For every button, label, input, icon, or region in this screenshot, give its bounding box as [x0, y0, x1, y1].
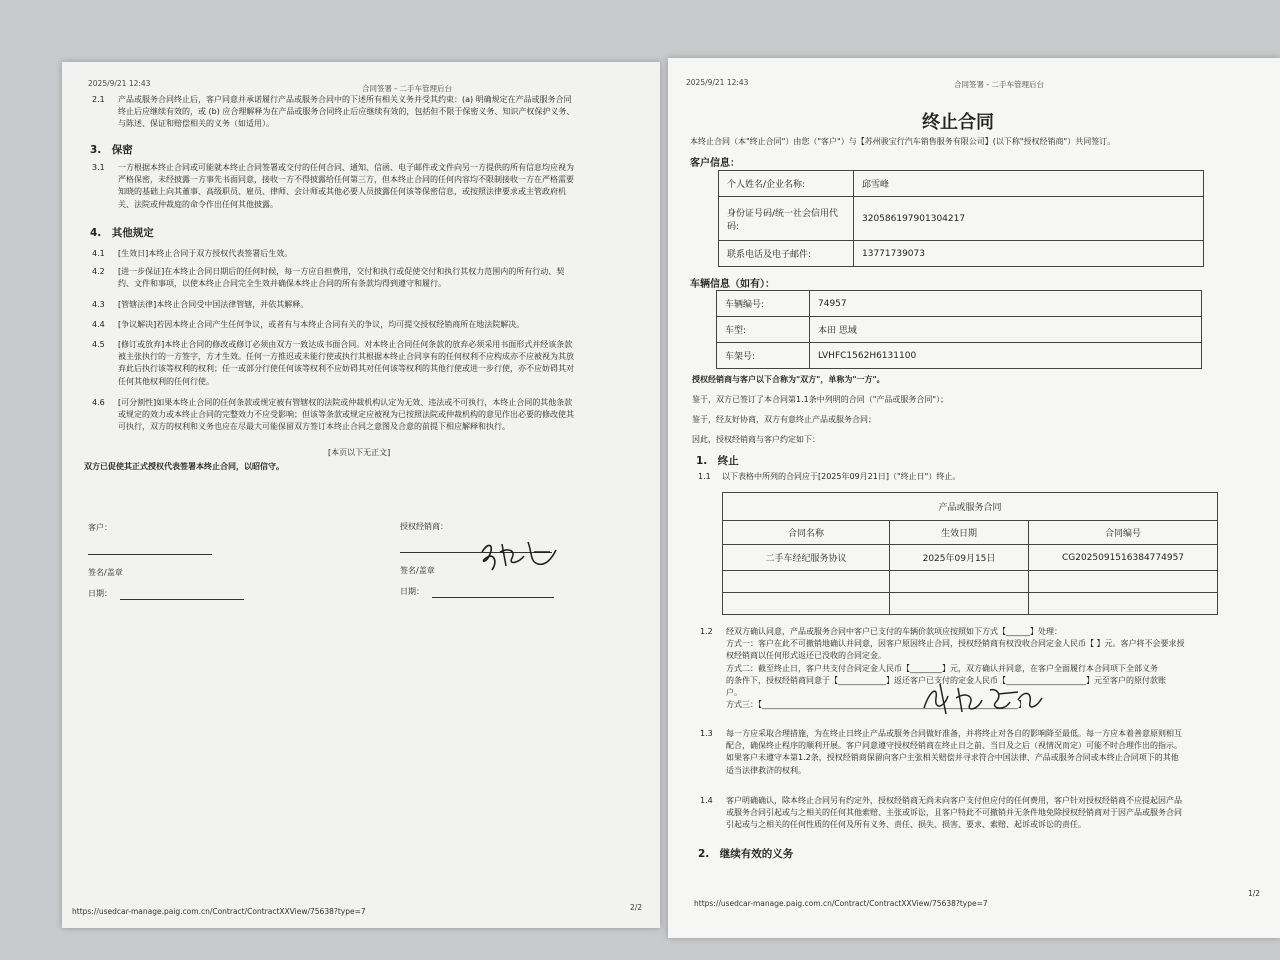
clause-line: 引起或与之相关的任何性质的任何及所有义务、责任、损失、损害、要求、索赔、起诉或诉讼的责任。 [726, 820, 1086, 830]
clause-line: 配合，确保终止程序的顺利开展。客户同意遵守授权经销商在终止日之前、当日及之后（视情况而定）可能不时合理作出的指示。 [726, 741, 1182, 751]
page-number: 1/2 [1248, 889, 1261, 898]
table-row [719, 197, 1204, 241]
clause-line: [争议解决]若因本终止合同产生任何争议，或者有与本终止合同有关的争议，均可提交授权经销商所在地法院解决。 [118, 320, 525, 329]
table-row [723, 593, 1218, 615]
footer-url: https://usedcar-manage.paig.com.cn/Contract/ContractXXView/75638?type=7 [694, 899, 988, 908]
clause-line: 或服务合同引起或与之相关的任何其他索赔、主张或诉讼，且客户特此不可撤销并无条件地免除授权经销商对于因产品或服务合同 [726, 808, 1182, 818]
clause-line: 经双方确认同意，产品或服务合同中客户已支付的车辆价款项应按照如下方式【______】处理： [726, 627, 1062, 636]
whereas-2: 鉴于，经友好协商，双方有意终止产品或服务合同； [692, 415, 876, 424]
table-cell [723, 593, 890, 615]
clause-line: [可分割性]如果本终止合同的任何条款或规定被有管辖权的法院或仲裁机构认定为无效、违法或不可执行，本终止合同的其他条款 [118, 398, 573, 407]
clause-1-1-text: 以下表格中所列的合同应于[2025年09月21日]（"终止日"）终止。 [722, 472, 961, 481]
clause-line: 适当法律救济的权利。 [726, 765, 806, 775]
contract-title: 终止合同 [922, 112, 994, 133]
clause-line: 客户明确确认，除本终止合同另有约定外，授权经销商无尚未向客户支付但应付的任何费用，客户针对授权经销商不应提起因产品 [726, 796, 1182, 805]
section-2-title: 2. 继续有效的义务 [698, 848, 794, 860]
column-header: 合同编号 [1029, 521, 1218, 545]
table-caption-row [723, 493, 1218, 521]
clause-number: 4.2 [92, 267, 105, 276]
intro-paragraph: 本终止合同（本"终止合同"）由您（"客户"）与【苏州骏宝行汽车销售服务有限公司】(以下称"授权经销商"）共同签订。 [690, 137, 1116, 146]
customer-handwritten-signature [918, 678, 1048, 718]
table-cell [890, 593, 1029, 615]
table-header-row [723, 521, 1218, 545]
section-3-title: 3. 保密 [90, 144, 133, 156]
clause-line: 被主张执行的一方签字，方才生效。任何一方推迟或未能行使或执行其根据本终止合同享有的任何权利不应构成亦不应被视为其放 [118, 352, 574, 362]
print-date: 2025/9/21 12:43 [686, 78, 749, 87]
witness-statement: 双方已促使其正式授权代表签署本终止合同，以昭信守。 [84, 462, 284, 471]
customer-date-line [120, 599, 244, 600]
contract-table [722, 492, 1218, 615]
print-date: 2025/9/21 12:43 [88, 79, 151, 88]
table-row [717, 291, 1202, 317]
table-cell: CG2025091516384774957 [1029, 545, 1218, 571]
clause-line: 方式三：【________________________________________________________________】 [726, 700, 1026, 710]
field-value: 13771739073 [854, 241, 1204, 267]
clause-line: [修订或放弃]本终止合同的修改或修订必须由双方一致达成书面合同。对本终止合同任何条款的放弃必须采用书面形式并经该条款 [118, 340, 573, 349]
clause-number: 4.4 [92, 320, 105, 329]
vehicle-info-label: 车辆信息（如有）： [690, 279, 775, 290]
clause-number: 2.1 [92, 95, 105, 104]
field-value: 320586197901304217 [854, 197, 1204, 241]
clause-number: 3.1 [92, 163, 105, 172]
clause-line: 终止后应继续有效的，或 (b) 应合理解释为在产品或服务合同终止后应继续有效的，包括但不限于保密义务、知识产权保护义务、 [118, 107, 575, 117]
print-header-title: 合同签署 - 二手车管理后台 [362, 84, 452, 93]
table-cell [1029, 593, 1218, 615]
below-blank-note: [本页以下无正文] [328, 448, 391, 457]
clause-number: 1.3 [700, 729, 713, 738]
clause-line: 约、文件和事项，以使本终止合同完全生效并确保本终止合同的所有条款均得到遵守和履行。 [118, 279, 446, 289]
field-label: 车辆编号: [717, 291, 810, 317]
clause-line: [进一步保证]在本终止合同日期后的任何时候，每一方应自担费用，交付和执行或促使交付和执行其权力范围内的所有行动、契 [118, 267, 565, 276]
field-value: 本田 思域 [810, 317, 1202, 343]
table-row [719, 241, 1204, 267]
clause-line: 关、法院或仲裁庭的命令作出任何其他披露。 [118, 199, 278, 209]
clause-line: 如果客户未遵守本第1.2条，授权经销商保留向客户主张相关赔偿并寻求符合中国法律、产品或服务合同或本终止合同项下的其他 [726, 753, 1179, 763]
table-caption: 产品或服务合同 [723, 493, 1218, 521]
field-value: LVHFC1562H6131100 [810, 343, 1202, 369]
field-value: 邱雪峰 [854, 171, 1204, 197]
table-row [717, 317, 1202, 343]
section-4-title: 4. 其他规定 [90, 227, 154, 239]
field-label: 车型: [717, 317, 810, 343]
dealer-date-label: 日期： [400, 587, 424, 596]
dealer-date-line [432, 597, 554, 598]
clause-line: 严格保密，未经披露一方事先书面同意，接收一方不得披露给任何第三方，但本终止合同的任何内容均不限制接收一方在严格需要 [118, 175, 574, 185]
table-cell [890, 571, 1029, 593]
clause-line: 方式一：客户在此不可撤销地确认并同意，因客户原因终止合同，授权经销商有权没收合同定金人民币【 】元。客户将不会要求授 [726, 639, 1185, 649]
clause-line: 方式二：截至终止日，客户共支付合同定金人民币【________】元，双方确认并同意，在客户全面履行本合同项下全部义务 [726, 663, 1158, 673]
footer-url: https://usedcar-manage.paig.com.cn/Contract/ContractXXView/75638?type=7 [72, 907, 366, 916]
dealer-label: 授权经销商： [400, 522, 448, 531]
table-cell: 2025年09月15日 [890, 545, 1029, 571]
clause-line: 每一方应采取合理措施，为在终止日终止产品或服务合同做好准备，并将终止对各自的影响降至最低。每一方应本着善意原则相互 [726, 729, 1182, 738]
table-cell [723, 571, 890, 593]
section-1-title: 1. 终止 [696, 455, 739, 467]
customer-name-line [88, 554, 212, 555]
clause-line: 弃此后执行该等权利的权利；任一或部分行使任何该等权利不应妨碍其对任何该等权利的其他行使或进一步行使，亦不应妨碍其对 [118, 364, 574, 374]
clause-line: [生效日]本终止合同于双方授权代表签署后生效。 [118, 249, 293, 258]
customer-info-label: 客户信息： [690, 158, 740, 169]
vehicle-info-table [716, 290, 1202, 369]
clause-line: 或规定的效力或本终止合同的完整效力不应受影响；但该等条款或规定应被视为已按照法院或仲裁机构的意见作出必要的修改使其 [118, 410, 574, 420]
table-row [717, 343, 1202, 369]
therefore: 因此，授权经销商与客户约定如下： [692, 435, 820, 444]
field-label: 身份证号码/统一社会信用代码: [719, 197, 854, 241]
clause-number: 1.4 [700, 796, 713, 805]
customer-date-label: 日期： [88, 589, 112, 598]
clause-number: 1.2 [700, 627, 713, 636]
dealer-signature [472, 532, 562, 576]
field-label: 联系电话及电子邮件: [719, 241, 854, 267]
clause-number: 4.6 [92, 398, 105, 407]
clause-line: 可执行，双方的权利和义务也应在尽最大可能保留双方签订本终止合同之意图及合意的前提下相应解释和执行。 [118, 422, 510, 432]
table-row [719, 171, 1204, 197]
column-header: 合同名称 [723, 521, 890, 545]
table-row [723, 545, 1218, 571]
clause-line: 与陈述、保证和赔偿相关的义务（如适用）。 [118, 119, 274, 129]
dealer-sign-label: 签名/盖章 [400, 566, 435, 575]
clause-line: 的条件下，授权经销商同意于【____________】返还客户已支付的定金人民币【____________________】元至客户的原付款账 [726, 675, 1166, 685]
clause-line: 知晓的基础上向其董事、高级职员、雇员、律师、会计师或其他必要人员披露任何该等保密信息，或按照法律要求或主管政府机 [118, 187, 566, 197]
field-label: 个人姓名/企业名称: [719, 171, 854, 197]
clause-line: [管辖法律]本终止合同受中国法律管辖，并依其解释。 [118, 300, 309, 309]
print-header-title: 合同签署 - 二手车管理后台 [954, 80, 1044, 89]
clause-line: 户。 [726, 688, 742, 698]
field-label: 车架号: [717, 343, 810, 369]
clause-line: 权经销商以任何形式返还已没收的合同定金。 [726, 651, 886, 661]
clause-number: 4.5 [92, 340, 105, 349]
clause-line: 一方根据本终止合同或可能就本终止合同签署或交付的任何合同、通知、信函、电子邮件或文件向另一方提供的所有信息均应视为 [118, 163, 574, 172]
customer-sign-label: 签名/盖章 [88, 568, 123, 577]
clause-number: 4.1 [92, 249, 105, 258]
column-header: 生效日期 [890, 521, 1029, 545]
field-value: 74957 [810, 291, 1202, 317]
whereas-1: 鉴于，双方已签订了本合同第1.1条中列明的合同（"产品或服务合同"）； [692, 395, 949, 404]
clause-line: 任何其他权利的任何行使。 [118, 376, 214, 386]
customer-info-table [718, 170, 1204, 267]
clause-line: 产品或服务合同终止后，客户同意并承诺履行产品或服务合同中的下述所有相关义务并受其约束：(a) 明确规定在产品或服务合同 [118, 95, 572, 104]
table-row [723, 571, 1218, 593]
clause-1-1-number: 1.1 [698, 472, 711, 481]
clause-number: 4.3 [92, 300, 105, 309]
customer-label: 客户： [88, 523, 112, 532]
contract-page-2 [62, 62, 660, 928]
page-number: 2/2 [630, 903, 643, 912]
parties-definition: 授权经销商与客户以下合称为"双方"，单称为"一方"。 [692, 375, 885, 384]
table-cell [1029, 571, 1218, 593]
table-cell: 二手车经纪服务协议 [723, 545, 890, 571]
contract-page-1 [668, 58, 1280, 938]
